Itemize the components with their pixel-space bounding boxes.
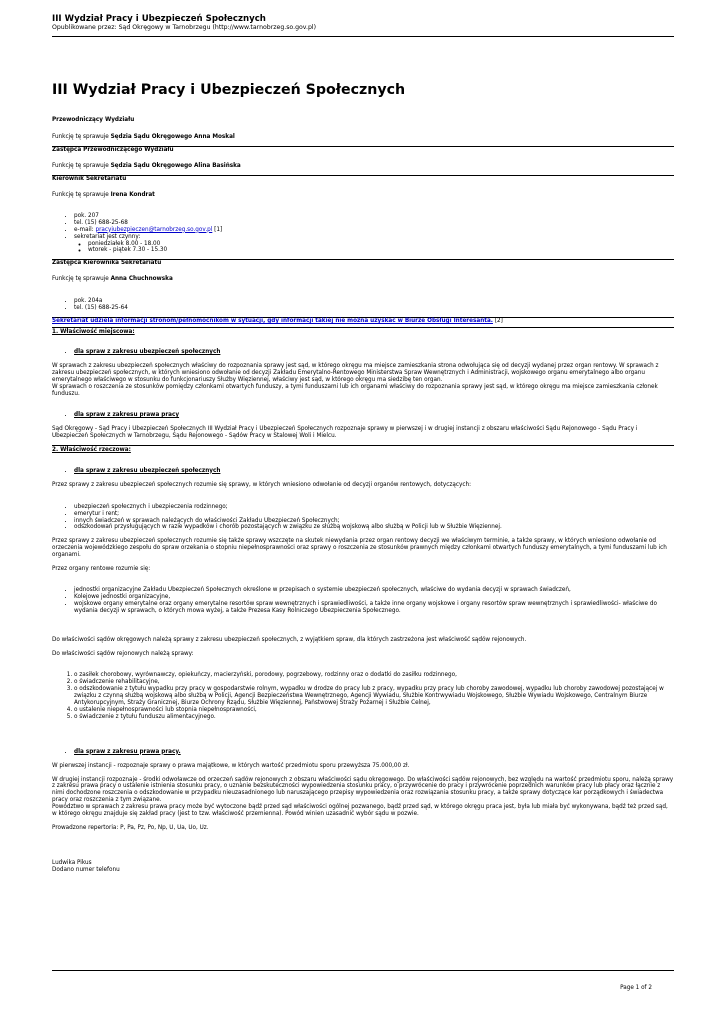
- info-line: [52, 318, 674, 325]
- chairman-name: Sędzia Sądu Okręgowego Anna Moskal: [110, 133, 235, 140]
- section-divider: [52, 445, 674, 446]
- section2-list2: [52, 587, 674, 615]
- header-published-by: Opublikowane przez: Sąd Okręgowy w Tarnobrzegu (http://www.tarnobrzeg.so.gov.pl): [52, 24, 316, 31]
- list-item: • innych świadczeń w sprawach należących do właściwości Zakładu Ubezpieczeń Społecznych;: [74, 518, 674, 525]
- deputy-chairman-prefix: Funkcję tę sprawuje: [52, 162, 111, 169]
- email-prefix: e-mail:: [74, 226, 96, 233]
- section2-heading: 2. Właściwość rzeczowa:: [52, 446, 131, 453]
- section2-para5: Do właściwości sądów rejonowych należą sprawy:: [52, 650, 194, 657]
- info-ref: [2]: [492, 318, 503, 325]
- header-title: III Wydział Pracy i Ubezpieczeń Społecznych: [52, 14, 266, 24]
- secretariat-head-heading: Kierownik Sekretariatu: [52, 175, 127, 182]
- secretariat-deputy-name: Anna Chuchnowska: [110, 276, 173, 283]
- list-item: 4. o ustalenie niepełnosprawności lub stopnia niepełnosprawności,: [74, 707, 674, 714]
- list-item: • ubezpieczeń społecznych i ubezpieczenia rodzinnego;: [74, 504, 674, 511]
- document-page: [52, 14, 674, 874]
- footer-divider: [52, 970, 674, 971]
- email-link[interactable]: pracyiubezpieczen@tarnobrzeg.so.gov.pl: [95, 226, 213, 233]
- section2-sub2-list: [52, 749, 674, 756]
- secretariat-deputy-line: [52, 276, 674, 283]
- hours-monday: ◦ poniedziałek 8.00 - 18.00: [88, 241, 674, 248]
- secretariat-deputy-heading: Zastępca Kierownika Sekretariatu: [52, 260, 162, 267]
- room-item: • pok. 207: [74, 213, 674, 220]
- section1-sub1-text: W sprawach z zakresu ubezpieczeń społecznych właściwy do rozpoznania sprawy jest sąd, w którego okręgu ma miejsce zamieszkania strona odwołująca się od decyzji wydanej przez organ rentowy. W sprawach z zakresu ubezpieczeń społecznych, w których wniesiono odwołanie od decyzji Zakładu Emerytalno-Rentowego Ministerstwa Spraw Wewnętrznych i Administracji, wojskowego organu emerytalnego albo organu emerytalnego właściwego w stosunku do funkcjonariuszy Służby Więziennej, właściwy jest sąd, w którego okręgu ma siedzibę ten organ. W sprawach o roszczenia ze stosunków pomiędzy członkami otwartych funduszy, a tymi funduszami lub ich organami właściwy do rozpoznania sprawy jest sąd, w którego okręgu ma miejsce zamieszkania członek funduszu.: [52, 363, 659, 397]
- header-divider: [52, 36, 674, 37]
- section1-sub1-list: [52, 349, 674, 356]
- list-item: • jednostki organizacyjne Zakładu Ubezpieczeń Społecznych określone w przepisach o systemie ubezpieczeń społecznych, właściwe do wydania decyzji w sprawach świadczeń,: [74, 587, 674, 594]
- section2-para2: Przez sprawy z zakresu ubezpieczeń społecznych rozumie się także sprawy wszczęte na skutek niewydania przez organ rentowy decyzji we właściwym terminie, a także sprawy, w których wniesiono odwołanie od orzeczenia wojewódzkiego zespołu do spraw orzekania o stopniu niepełnosprawności oraz sprawy o roszczenia ze stosunków prawnych między członkami otwartych funduszy emerytalnych, a tymi funduszami lub ich organami.: [52, 538, 667, 559]
- secretariat-head-contact-list: [52, 213, 674, 255]
- section2-list1: [52, 504, 674, 532]
- phone-item: • tel. (15) 688-25-64: [74, 305, 674, 312]
- section-divider: [52, 327, 674, 328]
- section1-sub2-list: [52, 412, 674, 419]
- section2-para6: W pierwszej instancji - rozpoznaje sprawy o prawa majątkowe, w których wartość przedmiotu sporu przewyższa 75.000,00 zł.: [52, 762, 410, 769]
- list-item: 5. o świadczenie z tytułu funduszu alimentacyjnego.: [74, 714, 674, 721]
- section2-para4: Do właściwości sądów okręgowych należą sprawy z zakresu ubezpieczeń społecznych, z wyjątkiem spraw, dla których zastrzeżona jest właściwość sądów rejonowych.: [52, 637, 527, 644]
- list-item: • emerytur i rent;: [74, 511, 674, 518]
- deputy-chairman-name: Sędzia Sądu Okręgowego Alina Basińska: [110, 162, 241, 169]
- chairman-prefix: Funkcję tę sprawuje: [52, 133, 111, 140]
- list-item: 3. o odszkodowanie z tytułu wypadku przy pracy w gospodarstwie rolnym, wypadku w drodze do pracy lub z pracy, wypadku przy pracy lub choroby zawodowej, wypadku lub choroby zawodowej pozostającej w związku z czynną służbą wojskową albo służbą w Policji, Agencji Bezpieczeństwa Wewnętrznego, Agencji Wywiadu, Służbie Kontrwywiadu Wojskowego, Służbie Wywiadu Wojskowego, Centralnym Biurze Antykorupcyjnym, Straży Granicznej, Biurze Ochrony Rządu, Służbie Więziennej, Państwowej Straży Pożarnej i Służbie Celnej,: [74, 686, 674, 707]
- deputy-chairman-line: [52, 163, 674, 170]
- secretariat-head-line: [52, 192, 674, 199]
- chairman-line: [52, 134, 674, 141]
- email-item: [74, 227, 674, 234]
- section2-intro: Przez sprawy z zakresu ubezpieczeń społecznych rozumie się sprawy, w których wniesiono odwołanie od decyzji organów rentowych, dotyczących:: [52, 481, 472, 488]
- list-item: 1. o zasiłek chorobowy, wyrównawczy, opiekuńczy, macierzyński, porodowy, pogrzebowy, rodzinny oraz o dodatki do zasiłku rodzinnego,: [74, 672, 674, 679]
- secretariat-deputy-contact-list: [52, 298, 674, 312]
- list-item: 2. o świadczenie rehabilitacyjne,: [74, 679, 674, 686]
- section2-sub2-title: • dla spraw z zakresu prawa pracy.: [74, 749, 674, 756]
- section2-para8: Prowadzone repertoria: P, Pa, Pz, Po, Np, U, Ua, Uo, Uz.: [52, 825, 209, 832]
- section2-para3: Przez organy rentowe rozumie się:: [52, 566, 151, 573]
- email-ref: [1]: [212, 226, 223, 233]
- secretariat-deputy-prefix: Funkcję tę sprawuje: [52, 276, 111, 283]
- section1-heading: 1. Właściwość miejscowa:: [52, 329, 135, 336]
- section1-sub1-title: • dla spraw z zakresu ubezpieczeń społecznych: [74, 349, 674, 356]
- list-item: • wojskowe organy emerytalne oraz organy emerytalne resortów spraw wewnętrznych i sprawiedliwości, a także inne organy wojskowe i organy resortów spraw wewnętrznych i sprawiedliwości- właściwe do wydania decyzji w sprawach, o których mowa wyżej, a także Prezesa Kasy Rolniczego Ubezpieczenia Społecznego.: [74, 601, 674, 615]
- author-name: Ludwika Pikus: [52, 860, 92, 867]
- section1-sub2-title: • dla spraw z zakresu prawa pracy: [74, 412, 674, 419]
- hours-list: [74, 241, 674, 255]
- hours-label: sekretariat jest czynny:: [74, 233, 141, 240]
- page-title: III Wydział Pracy i Ubezpieczeń Społecznych: [52, 82, 406, 98]
- list-item: • Kolejowe jednostki organizacyjne,: [74, 594, 674, 601]
- section1-sub2-text: Sąd Okręgowy - Sąd Pracy i Ubezpieczeń Społecznych III Wydział Pracy i Ubezpieczeń Społecznych rozpoznaje sprawy w pierwszej i w drugiej instancji z obszaru właściwości Sądu Rejonowego - Sądu Pracy i Ubezpieczeń Społecznych w Tarnobrzegu, Sądu Rejonowego - Sądów Pracy w Stalowej Woli i Mielcu.: [52, 425, 638, 439]
- room-item: • pok. 204a: [74, 298, 674, 305]
- section2-sub1-list: [52, 468, 674, 475]
- section2-list3: [52, 672, 674, 721]
- author-note: Dodano numer telefonu: [52, 867, 120, 874]
- deputy-chairman-heading: Zastępca Przewodniczącego Wydziału: [52, 146, 174, 153]
- info-link[interactable]: Sekretariat udziela informacji stronom/pełnomocnikom w sytuacji, gdy informacji takiej nie można uzyskać w Biurze Obsługi Interesanta.: [52, 318, 493, 325]
- page-number: Page 1 of 2: [620, 985, 652, 991]
- phone-item: • tel. (15) 688-25-68: [74, 220, 674, 227]
- hours-item: [74, 234, 674, 255]
- list-item: • odszkodowań przysługujących w razie wypadków i chorób pozostających w związku ze służbą wojskową albo służbą w Policji lub w Służbie Więziennej.: [74, 524, 674, 531]
- secretariat-head-name: Irena Kondrat: [110, 191, 155, 198]
- section2-para7: W drugiej instancji rozpoznaje - środki odwoławcze od orzeczeń sądów rejonowych z obszaru właściwości sądu okręgowego. Do właściwości sądów rejonowych, bez względu na wartość przedmiotu sporu, należą sprawy z zakresu prawa pracy o ustalenie istnienia stosunku pracy, o uznanie bezskuteczności wypowiedzenia stosunku pracy, o przywrócenie do pracy i przywrócenie poprzednich warunków pracy lub płacy oraz łącznie z nimi dochodzone roszczenia o odszkodowanie w przypadku nieuzasadnionego lub naruszającego przepisy wypowiedzenia oraz rozwiązania stosunku pracy, a także sprawy dotyczące kar porządkowych i świadectwa pracy oraz roszczenia z tym związane. Powództwo w sprawach z zakresu prawa pracy może być wytoczone bądź przed sąd właściwości ogólnej pozwanego, bądź przed sąd, w którego okręgu praca jest, była lub miała być wykonywana, bądź też przed sąd, w którego okręgu znajduje się zakład pracy (jest to tzw. właściwość przemienna). Powód winien uzasadnić wybór sądu w pozwie.: [52, 776, 674, 818]
- secretariat-head-prefix: Funkcję tę sprawuje: [52, 191, 111, 198]
- section2-sub1-title: • dla spraw z zakresu ubezpieczeń społecznych: [74, 468, 674, 475]
- chairman-heading: Przewodniczący Wydziału: [52, 117, 135, 123]
- hours-tue-fri: ◦ wtorek - piątek 7.30 - 15.30: [88, 247, 674, 254]
